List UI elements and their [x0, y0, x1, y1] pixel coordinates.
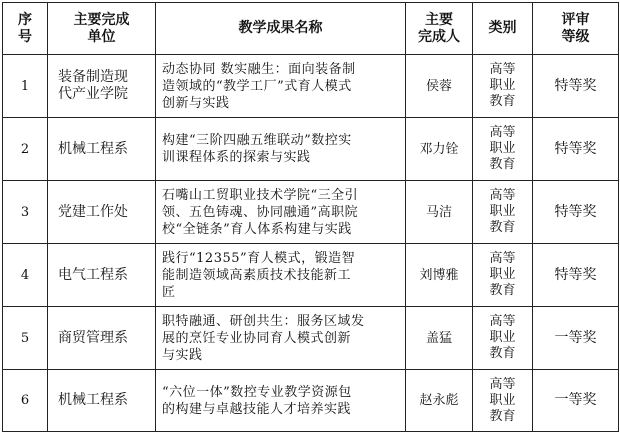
cell-person: 赵永彪: [406, 370, 473, 432]
cell-award: 特等奖: [533, 55, 619, 118]
table-row: [3, 370, 619, 432]
cell-achievement: 动态协同 数实融生：面向装备制 造领域的“教学工厂”式育人模式 创新与实践: [156, 55, 406, 118]
cell-category: 高等 职业 教育: [473, 307, 533, 370]
cell-unit: 商贸管理系: [48, 307, 156, 370]
cell-unit: 电气工程系: [48, 244, 156, 307]
table-row: [3, 118, 619, 181]
table-row: [3, 55, 619, 118]
achievements-table: [2, 2, 619, 432]
header-achievement: 教学成果名称: [156, 3, 406, 55]
cell-person: 刘博雅: [406, 244, 473, 307]
cell-achievement: 践行“12355”育人模式，锻造智 能制造领域高素质技术技能新工 匠: [156, 244, 406, 307]
cell-achievement: 构建“三阶四融五维联动”数控实 训课程体系的探索与实践: [156, 118, 406, 181]
cell-award: 一等奖: [533, 370, 619, 432]
cell-unit: 机械工程系: [48, 370, 156, 432]
cell-seq: 4: [3, 244, 48, 307]
header-award: 评审 等级: [533, 3, 619, 55]
table-row: [3, 181, 619, 244]
cell-category: 高等 职业 教育: [473, 118, 533, 181]
table-row: [3, 244, 619, 307]
cell-seq: 1: [3, 55, 48, 118]
cell-person: 盖猛: [406, 307, 473, 370]
cell-unit: 党建工作处: [48, 181, 156, 244]
cell-category: 高等 职业 教育: [473, 55, 533, 118]
cell-person: 马洁: [406, 181, 473, 244]
cell-seq: 2: [3, 118, 48, 181]
cell-category: 高等 职业 教育: [473, 181, 533, 244]
cell-achievement: “六位一体”数控专业教学资源包 的构建与卓越技能人才培养实践: [156, 370, 406, 432]
cell-person: 侯蓉: [406, 55, 473, 118]
cell-seq: 6: [3, 370, 48, 432]
cell-achievement: 石嘴山工贸职业技术学院“三全引 领、五色铸魂、协同融通”高职院 校“全链条”育人体系构建与实践: [156, 181, 406, 244]
cell-unit: 机械工程系: [48, 118, 156, 181]
table-row: [3, 307, 619, 370]
cell-award: 特等奖: [533, 244, 619, 307]
cell-seq: 5: [3, 307, 48, 370]
header-row: [3, 3, 619, 55]
cell-person: 邓力铨: [406, 118, 473, 181]
header-category: 类别: [473, 3, 533, 55]
cell-award: 特等奖: [533, 118, 619, 181]
cell-award: 特等奖: [533, 181, 619, 244]
cell-achievement: 职特融通、研创共生：服务区域发 展的烹饪专业协同育人模式创新 与实践: [156, 307, 406, 370]
cell-seq: 3: [3, 181, 48, 244]
cell-award: 一等奖: [533, 307, 619, 370]
cell-category: 高等 职业 教育: [473, 370, 533, 432]
header-seq: 序 号: [3, 3, 48, 55]
cell-category: 高等 职业 教育: [473, 244, 533, 307]
cell-unit: 装备制造现 代产业学院: [48, 55, 156, 118]
header-person: 主要 完成人: [406, 3, 473, 55]
header-unit: 主要完成 单位: [48, 3, 156, 55]
